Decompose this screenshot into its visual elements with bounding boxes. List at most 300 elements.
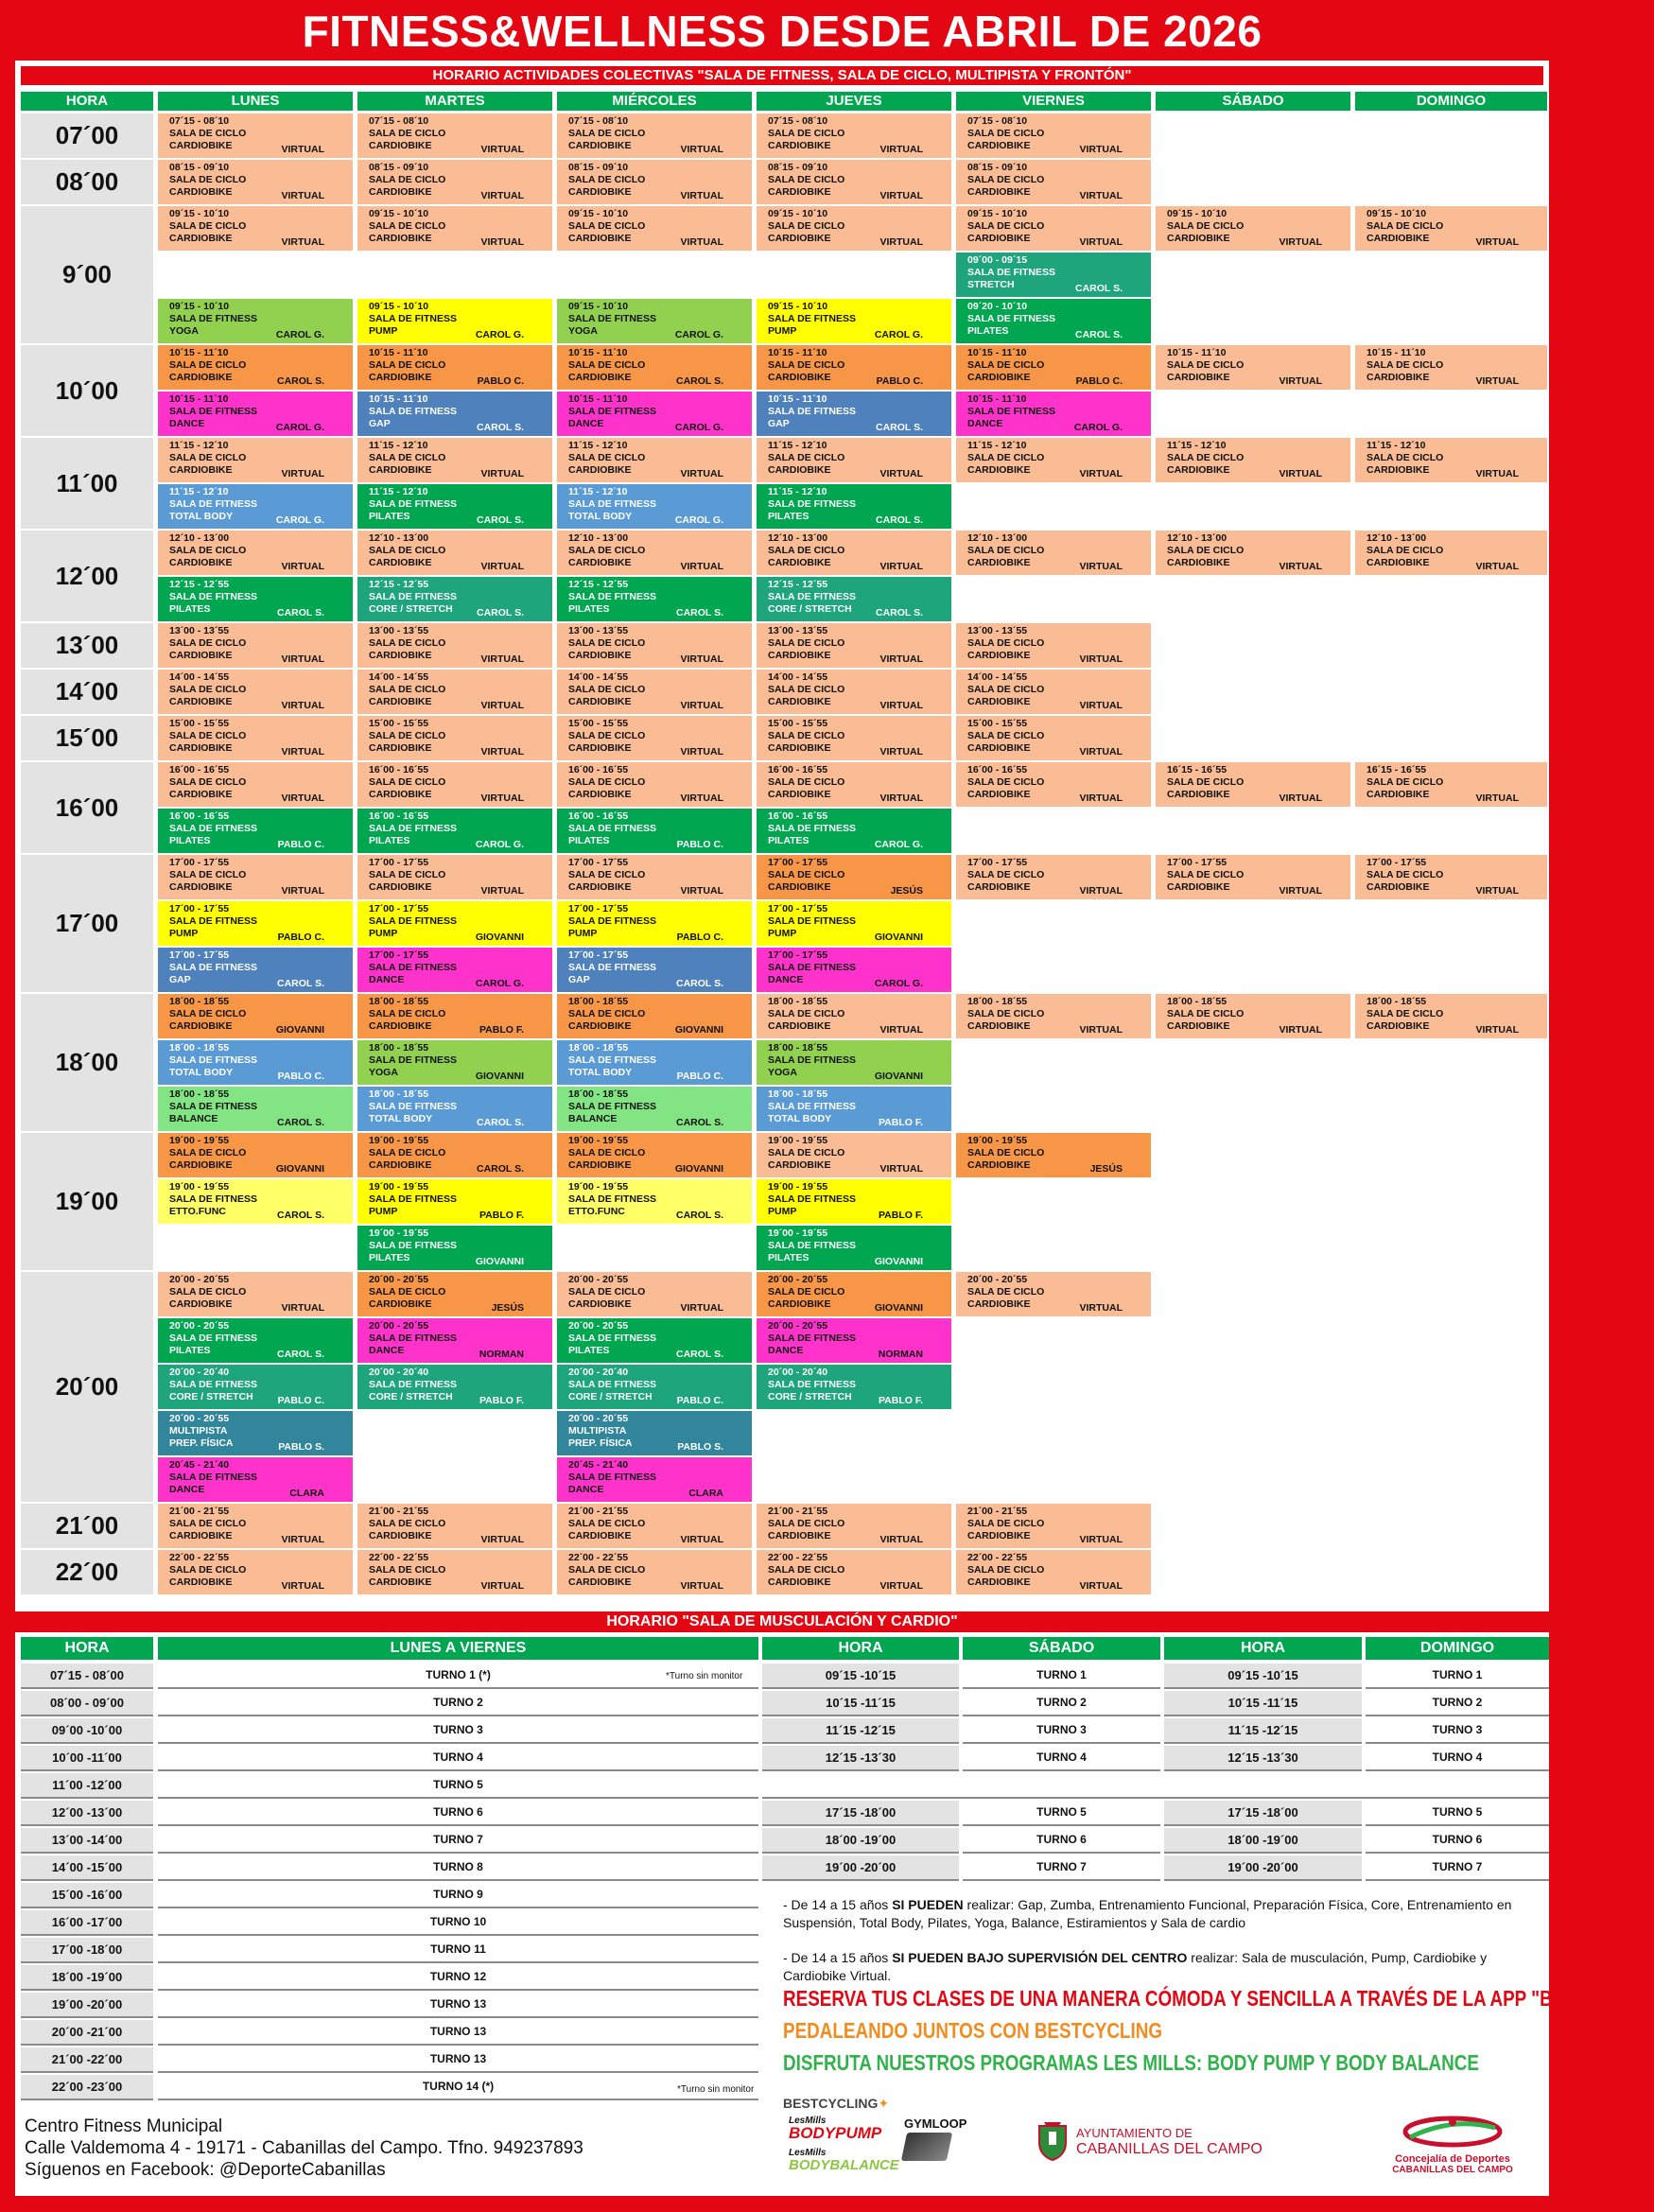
class-activity: TOTAL BODY	[568, 1067, 633, 1078]
weekday-hour: 17´00 -18´00	[21, 1938, 153, 1963]
class-activity: CARDIOBIKE	[768, 140, 831, 151]
sunday-turno: TURNO 3	[1366, 1718, 1549, 1744]
weekday-hour: 15´00 -16´00	[21, 1883, 153, 1908]
class-activity: CARDIOBIKE	[568, 140, 632, 151]
class-time: 08´15 - 09´10	[768, 162, 828, 173]
class-activity: CARDIOBIKE	[768, 1530, 831, 1541]
class-slot	[757, 392, 951, 436]
class-room: SALA DE FITNESS	[568, 313, 656, 324]
class-time: 17´00 - 17´55	[1167, 857, 1227, 868]
weekday-turno: TURNO 6	[158, 1801, 758, 1826]
class-room: SALA DE FITNESS	[568, 1054, 656, 1066]
class-time: 18´00 - 18´55	[768, 1089, 828, 1100]
class-activity: CARDIOBIKE	[369, 650, 432, 661]
class-room: SALA DE FITNESS	[768, 1101, 856, 1112]
class-room: MULTIPISTA	[568, 1425, 627, 1437]
class-room: SALA DE CICLO	[169, 1008, 247, 1019]
class-instructor: GIOVANNI	[874, 1302, 923, 1314]
class-activity: PILATES	[169, 1345, 211, 1356]
class-col-header: MIÉRCOLES	[557, 92, 752, 111]
class-room: SALA DE CICLO	[1167, 452, 1245, 463]
class-room: SALA DE CICLO	[768, 359, 845, 371]
class-time: 10´15 - 11´10	[967, 393, 1027, 405]
class-room: SALA DE FITNESS	[768, 1240, 856, 1251]
class-activity: STRETCH	[967, 279, 1015, 290]
class-activity: CARDIOBIKE	[967, 789, 1031, 800]
class-instructor: CAROL G.	[275, 329, 324, 340]
class-activity: CARDIOBIKE	[967, 233, 1031, 244]
class-time: 08´15 - 09´10	[568, 162, 629, 173]
class-instructor: VIRTUAL	[879, 746, 923, 758]
class-instructor: CAROL S.	[477, 514, 524, 526]
class-instructor: VIRTUAL	[1079, 653, 1123, 665]
class-instructor: CAROL G.	[874, 329, 923, 340]
footer-address: Calle Valdemoma 4 - 19171 - Cabanillas del Campo. Tfno. 949237893	[25, 2138, 583, 2158]
class-time: 18´00 - 18´55	[169, 1089, 230, 1100]
class-time: 17´00 - 17´55	[568, 949, 629, 961]
class-instructor: VIRTUAL	[480, 468, 524, 479]
class-slot	[357, 1133, 552, 1177]
class-instructor: PABLO S.	[677, 1441, 723, 1453]
class-slot	[158, 577, 353, 621]
class-slot	[357, 1550, 552, 1594]
class-time: 14´00 - 14´55	[169, 671, 230, 683]
class-activity: YOGA	[169, 325, 199, 337]
class-instructor: VIRTUAL	[680, 236, 723, 248]
class-time: 11´15 - 12´10	[967, 440, 1027, 451]
class-instructor: VIRTUAL	[879, 700, 923, 711]
class-room: SALA DE CICLO	[568, 684, 646, 695]
saturday-turno: TURNO 3	[963, 1718, 1160, 1744]
class-time: 15´00 - 15´55	[169, 718, 230, 729]
class-slot	[956, 345, 1151, 390]
class-slot	[357, 299, 552, 343]
class-instructor: PABLO C.	[676, 1395, 723, 1406]
class-time: 17´00 - 17´55	[568, 903, 629, 914]
class-activity: CARDIOBIKE	[169, 1020, 233, 1032]
class-room: SALA DE CICLO	[568, 1286, 646, 1298]
class-instructor: VIRTUAL	[680, 792, 723, 804]
class-slot	[956, 762, 1151, 807]
class-time: 19´00 - 19´55	[169, 1181, 230, 1193]
class-activity: CARDIOBIKE	[169, 557, 233, 568]
class-slot	[956, 253, 1151, 297]
class-room: SALA DE CICLO	[369, 684, 446, 695]
class-room: SALA DE CICLO	[967, 359, 1045, 371]
class-time: 16´00 - 16´55	[768, 810, 828, 822]
class-time: 09´15 - 10´10	[967, 208, 1028, 219]
class-slot	[158, 1040, 353, 1085]
class-time: 15´00 - 15´55	[768, 718, 828, 729]
class-room: SALA DE FITNESS	[568, 498, 656, 510]
weekday-turno: TURNO 1 (*)	[158, 1663, 758, 1689]
class-room: SALA DE FITNESS	[768, 1332, 856, 1344]
class-activity: CARDIOBIKE	[768, 789, 831, 800]
class-slot	[357, 623, 552, 668]
class-room: SALA DE FITNESS	[169, 1193, 257, 1205]
class-time: 15´00 - 15´55	[568, 718, 629, 729]
class-room: SALA DE CICLO	[1167, 359, 1245, 371]
class-instructor: CAROL S.	[676, 978, 723, 989]
class-instructor: CAROL S.	[277, 1349, 324, 1360]
class-instructor: CAROL G.	[275, 422, 324, 433]
class-slot	[158, 113, 353, 158]
class-time: 19´00 - 19´55	[568, 1135, 629, 1146]
class-time: 12´10 - 13´00	[369, 532, 429, 544]
class-room: SALA DE CICLO	[369, 1518, 446, 1529]
class-slot	[757, 762, 951, 807]
class-instructor: VIRTUAL	[281, 1534, 324, 1545]
class-activity: YOGA	[768, 1067, 797, 1078]
class-room: SALA DE FITNESS	[169, 1054, 257, 1066]
class-activity: CARDIOBIKE	[169, 1576, 233, 1588]
footer-facebook: Síguenos en Facebook: @DeporteCabanillas	[25, 2160, 386, 2180]
class-room: SALA DE CICLO	[768, 776, 845, 788]
concejalia-logo: Concejalía de Deportes CABANILLAS DEL CAMPO	[1358, 2115, 1547, 2175]
class-instructor: VIRTUAL	[1279, 236, 1322, 248]
class-time: 19´00 - 19´55	[369, 1135, 429, 1146]
class-instructor: VIRTUAL	[1475, 236, 1519, 248]
weekday-hour: 18´00 -19´00	[21, 1965, 153, 1991]
class-activity: CARDIOBIKE	[967, 372, 1031, 383]
class-slot	[158, 1457, 353, 1502]
class-instructor: PABLO F.	[479, 1210, 524, 1221]
class-room: SALA DE FITNESS	[768, 1054, 856, 1066]
class-slot	[956, 670, 1151, 714]
coat-of-arms-icon	[1036, 2120, 1069, 2162]
weekday-turno: TURNO 13	[158, 1993, 758, 2018]
class-slot	[956, 1133, 1151, 1177]
class-instructor: CAROL S.	[676, 1210, 723, 1221]
class-time: 11´15 - 12´10	[369, 440, 428, 451]
class-slot	[557, 1087, 752, 1131]
class-activity: CARDIOBIKE	[768, 557, 831, 568]
class-slot	[158, 762, 353, 807]
class-instructor: VIRTUAL	[680, 885, 723, 897]
class-room: SALA DE FITNESS	[369, 1332, 457, 1344]
class-time: 17´00 - 17´55	[967, 857, 1028, 868]
class-instructor: VIRTUAL	[879, 1534, 923, 1545]
class-slot	[357, 670, 552, 714]
class-time: 14´00 - 14´55	[369, 671, 429, 683]
class-time: 20´00 - 20´55	[568, 1274, 629, 1285]
sunday-turno: TURNO 5	[1366, 1801, 1549, 1826]
class-slot	[357, 438, 552, 482]
class-instructor: PABLO F.	[479, 1395, 524, 1406]
bestcycling-logo: BESTCYCLING✦	[783, 2096, 890, 2111]
class-time: 13´00 - 13´55	[369, 625, 429, 636]
class-instructor: VIRTUAL	[1475, 561, 1519, 572]
weekday-turno: TURNO 11	[158, 1938, 758, 1963]
class-instructor: VIRTUAL	[879, 468, 923, 479]
class-instructor: VIRTUAL	[1079, 1302, 1123, 1314]
sunday-turno: TURNO 7	[1366, 1855, 1549, 1881]
class-room: SALA DE FITNESS	[768, 313, 856, 324]
class-time: 17´00 - 17´55	[1367, 857, 1427, 868]
class-slot	[357, 577, 552, 621]
class-room: SALA DE FITNESS	[169, 1101, 257, 1112]
class-activity: PILATES	[568, 1345, 610, 1356]
class-activity: CARDIOBIKE	[1367, 1020, 1430, 1032]
class-slot	[757, 901, 951, 946]
class-room: SALA DE CICLO	[1167, 220, 1245, 232]
class-slot	[357, 1040, 552, 1085]
class-time: 09´15 - 10´10	[1167, 208, 1227, 219]
class-activity: CARDIOBIKE	[967, 557, 1031, 568]
class-instructor: GIOVANNI	[874, 1256, 923, 1267]
sunday-hour: 11´15 -12´15	[1164, 1718, 1362, 1744]
class-room: SALA DE CICLO	[967, 545, 1045, 556]
class-time: 16´00 - 16´55	[369, 764, 429, 775]
promo-lesmills: DISFRUTA NUESTROS PROGRAMAS LES MILLS: BODY PUMP Y BODY BALANCE	[783, 2050, 1479, 2075]
class-room: SALA DE CICLO	[1367, 220, 1444, 232]
class-room: SALA DE CICLO	[967, 1518, 1045, 1529]
class-time: 19´00 - 19´55	[369, 1228, 429, 1239]
class-slot	[158, 206, 353, 251]
weekday-turno: TURNO 13	[158, 2047, 758, 2073]
class-room: SALA DE CICLO	[369, 1147, 446, 1158]
class-slot	[757, 1179, 951, 1224]
class-activity: DANCE	[967, 418, 1003, 429]
class-activity: CARDIOBIKE	[568, 1298, 632, 1310]
class-instructor: CAROL G.	[674, 329, 723, 340]
unsupervised-note-top: *Turno sin monitor	[666, 1671, 743, 1681]
class-room: SALA DE CICLO	[967, 776, 1045, 788]
class-instructor: VIRTUAL	[480, 144, 524, 155]
class-room: SALA DE CICLO	[768, 545, 845, 556]
class-activity: CARDIOBIKE	[169, 1298, 233, 1310]
class-room: SALA DE CICLO	[369, 452, 446, 463]
hour-label: 19´00	[21, 1133, 153, 1270]
class-slot	[158, 438, 353, 482]
class-room: SALA DE CICLO	[967, 174, 1045, 185]
class-instructor: VIRTUAL	[1079, 746, 1123, 758]
class-instructor: CAROL G.	[475, 839, 524, 850]
weekday-hour: 12´00 -13´00	[21, 1801, 153, 1826]
class-activity: CARDIOBIKE	[568, 233, 632, 244]
class-instructor: VIRTUAL	[281, 561, 324, 572]
class-time: 16´00 - 16´55	[568, 764, 629, 775]
class-slot	[956, 716, 1151, 760]
class-activity: CARDIOBIKE	[1167, 881, 1230, 893]
class-time: 16´00 - 16´55	[169, 810, 230, 822]
class-time: 08´15 - 09´10	[169, 162, 230, 173]
class-slot	[357, 484, 552, 529]
class-slot	[158, 1318, 353, 1363]
class-time: 17´00 - 17´55	[768, 857, 828, 868]
class-activity: DANCE	[568, 418, 604, 429]
gymloop-logo: GYMLOOP	[904, 2116, 966, 2161]
class-activity: CARDIOBIKE	[169, 233, 233, 244]
class-time: 12´10 - 13´00	[768, 532, 828, 544]
class-slot	[357, 809, 552, 853]
class-time: 16´15 - 16´55	[1167, 764, 1227, 775]
class-time: 13´00 - 13´55	[568, 625, 629, 636]
hour-label: 17´00	[21, 855, 153, 992]
class-instructor: VIRTUAL	[680, 1302, 723, 1314]
class-room: SALA DE FITNESS	[369, 406, 457, 417]
class-time: 22´00 - 22´55	[568, 1552, 629, 1563]
class-room: SALA DE FITNESS	[768, 1379, 856, 1390]
class-time: 17´00 - 17´55	[369, 857, 429, 868]
saturday-turno: TURNO 1	[963, 1663, 1160, 1689]
class-room: SALA DE FITNESS	[369, 1101, 457, 1112]
class-time: 19´00 - 19´55	[768, 1135, 828, 1146]
class-instructor: VIRTUAL	[680, 1580, 723, 1592]
class-room: SALA DE CICLO	[169, 776, 247, 788]
class-room: SALA DE CICLO	[568, 545, 646, 556]
class-instructor: GIOVANNI	[475, 1256, 524, 1267]
class-slot	[557, 948, 752, 992]
class-slot	[557, 716, 752, 760]
class-activity: CARDIOBIKE	[369, 742, 432, 754]
class-room: SALA DE CICLO	[768, 1564, 845, 1576]
class-instructor: GIOVANNI	[475, 932, 524, 943]
class-instructor: PABLO F.	[479, 1024, 524, 1036]
class-instructor: CAROL S.	[676, 1117, 723, 1128]
class-slot	[158, 1365, 353, 1409]
class-instructor: JESÚS	[491, 1302, 524, 1314]
class-activity: CARDIOBIKE	[369, 186, 432, 198]
class-time: 11´15 - 12´10	[169, 440, 229, 451]
class-activity: CARDIOBIKE	[169, 1530, 233, 1541]
class-activity: CARDIOBIKE	[369, 372, 432, 383]
class-instructor: VIRTUAL	[1079, 1580, 1123, 1592]
class-room: SALA DE CICLO	[169, 174, 247, 185]
class-time: 15´00 - 15´55	[967, 718, 1028, 729]
class-room: SALA DE CICLO	[568, 1008, 646, 1019]
class-room: SALA DE FITNESS	[369, 1193, 457, 1205]
class-instructor: JESÚS	[1089, 1163, 1123, 1175]
class-instructor: VIRTUAL	[1079, 468, 1123, 479]
class-room: SALA DE FITNESS	[169, 498, 257, 510]
class-time: 10´15 - 11´10	[568, 347, 628, 358]
class-slot	[158, 1504, 353, 1548]
class-time: 10´15 - 11´10	[369, 393, 428, 405]
class-instructor: CAROL S.	[477, 1163, 524, 1175]
class-time: 10´15 - 11´10	[568, 393, 628, 405]
class-activity: CORE / STRETCH	[169, 1391, 253, 1402]
class-room: SALA DE CICLO	[369, 1564, 446, 1576]
class-instructor: CLARA	[289, 1488, 324, 1499]
class-time: 07´15 - 08´10	[967, 115, 1028, 127]
class-room: SALA DE CICLO	[369, 730, 446, 741]
promo-gymloop: RESERVA TUS CLASES DE UNA MANERA CÓMODA Y SENCILLA A TRAVÉS DE LA APP "Bh Gymloop"	[783, 1986, 1654, 2011]
class-instructor: PABLO F.	[878, 1210, 923, 1221]
class-slot	[158, 484, 353, 529]
class-room: SALA DE CICLO	[369, 637, 446, 649]
sunday-turno: TURNO 6	[1366, 1828, 1549, 1854]
class-time: 10´15 - 11´10	[369, 347, 428, 358]
class-time: 07´15 - 08´10	[768, 115, 828, 127]
age-note-2: - De 14 a 15 años SI PUEDEN BAJO SUPERVISIÓN DEL CENTRO realizar: Sala de musculación, Pump, Cardiobike y Cardiobike Virtual.	[783, 1950, 1488, 1983]
class-activity: PILATES	[768, 1252, 810, 1263]
class-activity: PREP. FÍSICA	[169, 1437, 234, 1449]
age-note-1: - De 14 a 15 años SI PUEDEN realizar: Gap, Zumba, Entrenamiento Funcional, Preparación Física, Core, Entrenamiento en Suspensión, Total Body, Pilates, Yoga, Balance, Estiramientos y Sala de cardio	[783, 1897, 1512, 1930]
class-time: 09´15 - 10´10	[768, 301, 828, 312]
class-slot	[357, 1087, 552, 1131]
class-room: SALA DE CICLO	[768, 128, 845, 139]
class-instructor: VIRTUAL	[480, 792, 524, 804]
class-slot	[757, 577, 951, 621]
class-time: 17´00 - 17´55	[169, 857, 230, 868]
class-activity: GAP	[369, 418, 391, 429]
class-slot	[757, 623, 951, 668]
class-instructor: PABLO C.	[277, 1395, 324, 1406]
sports-swoosh-icon	[1401, 2115, 1505, 2149]
class-activity: CARDIOBIKE	[369, 1298, 432, 1310]
class-time: 20´00 - 20´40	[369, 1367, 429, 1378]
class-room: SALA DE FITNESS	[369, 591, 457, 602]
class-slot	[557, 670, 752, 714]
class-activity: CARDIOBIKE	[768, 464, 831, 476]
class-instructor: VIRTUAL	[480, 746, 524, 758]
class-time: 20´00 - 20´55	[169, 1413, 230, 1424]
class-instructor: JESÚS	[890, 885, 923, 897]
class-room: MULTIPISTA	[169, 1425, 228, 1437]
class-instructor: VIRTUAL	[680, 561, 723, 572]
class-slot	[1355, 762, 1547, 807]
class-activity: CARDIOBIKE	[568, 696, 632, 707]
class-slot	[1156, 531, 1350, 575]
page-title: FITNESS&WELLNESS DESDE ABRIL DE 2026	[302, 7, 1262, 56]
class-room: SALA DE FITNESS	[568, 1332, 656, 1344]
sunday-turno: TURNO 1	[1366, 1663, 1549, 1689]
class-instructor: CAROL S.	[277, 1117, 324, 1128]
class-room: SALA DE CICLO	[768, 730, 845, 741]
class-activity: CARDIOBIKE	[169, 1159, 233, 1171]
class-slot	[557, 1133, 752, 1177]
class-activity: ETTO.FUNC	[568, 1206, 625, 1217]
hour-label: 10´00	[21, 345, 153, 436]
class-activity: PUMP	[768, 325, 797, 337]
class-activity: CARDIOBIKE	[1367, 557, 1430, 568]
class-room: SALA DE CICLO	[768, 1518, 845, 1529]
class-room: SALA DE FITNESS	[568, 1379, 656, 1390]
class-time: 17´00 - 17´55	[369, 949, 429, 961]
weekday-hour: 21´00 -22´00	[21, 2047, 153, 2073]
class-time: 07´15 - 08´10	[369, 115, 429, 127]
class-slot	[757, 1040, 951, 1085]
saturday-hour: 09´15 -10´15	[762, 1663, 959, 1689]
class-time: 12´10 - 13´00	[967, 532, 1028, 544]
class-activity: PUMP	[768, 928, 797, 939]
class-instructor: VIRTUAL	[879, 236, 923, 248]
class-activity: CARDIOBIKE	[1167, 557, 1230, 568]
class-slot	[557, 809, 752, 853]
class-activity: CARDIOBIKE	[967, 1159, 1031, 1171]
class-room: SALA DE CICLO	[568, 869, 646, 880]
class-instructor: CAROL S.	[477, 607, 524, 618]
class-room: SALA DE CICLO	[967, 684, 1045, 695]
class-time: 20´00 - 20´40	[768, 1367, 828, 1378]
saturday-hour: 10´15 -11´15	[762, 1691, 959, 1716]
class-slot	[757, 1272, 951, 1316]
class-slot	[357, 1365, 552, 1409]
bodybalance-logo: LesMills BODYBALANCE	[789, 2148, 899, 2173]
class-time: 11´15 - 12´10	[568, 486, 628, 497]
weekday-hour: 16´00 -17´00	[21, 1910, 153, 1936]
class-room: SALA DE FITNESS	[768, 823, 856, 834]
class-activity: CARDIOBIKE	[369, 464, 432, 476]
class-room: SALA DE CICLO	[1167, 1008, 1245, 1019]
class-activity: CARDIOBIKE	[1167, 233, 1230, 244]
class-instructor: VIRTUAL	[680, 144, 723, 155]
class-activity: DANCE	[169, 1484, 205, 1495]
class-instructor: PABLO C.	[477, 375, 524, 387]
class-instructor: PABLO C.	[876, 375, 923, 387]
hour-label: 16´00	[21, 762, 153, 853]
